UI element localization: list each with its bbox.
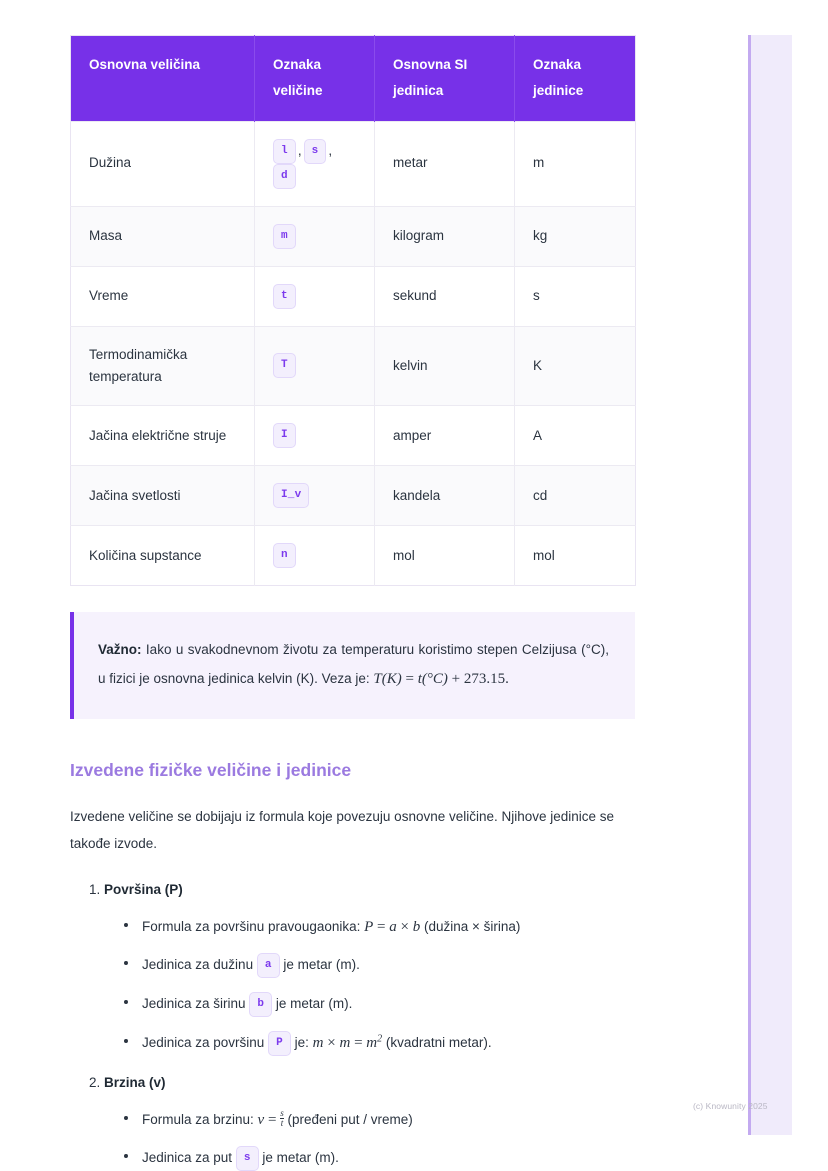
formula-temperature-kelvin: T(K)	[373, 670, 402, 687]
sub-list-item	[122, 953, 635, 978]
formula-period: .	[505, 670, 509, 687]
cell-si-unit: sekund	[375, 266, 515, 326]
column-header-unit-symbol: Oznaka jedinice	[515, 36, 636, 122]
watermark: (c) Knowunity 2025	[693, 1101, 768, 1111]
bullet-text: Formula za brzinu:	[142, 1111, 258, 1127]
formula-times: ×	[396, 918, 413, 935]
cell-symbol	[255, 121, 375, 206]
formula-a: a	[389, 918, 397, 935]
cell-quantity: Termodinamička temperatura	[71, 326, 255, 406]
sub-list-item	[122, 1146, 635, 1171]
sub-list-item	[122, 1108, 635, 1132]
table-row	[71, 206, 636, 266]
formula-equals: =	[401, 670, 418, 687]
cell-si-unit: kelvin	[375, 326, 515, 406]
code-chip: l	[273, 139, 296, 164]
cell-si-unit: mol	[375, 526, 515, 586]
table-header-row	[71, 36, 636, 122]
formula-plus: +	[447, 670, 464, 687]
formula-m1: m	[312, 1034, 324, 1051]
sub-list-item	[122, 992, 635, 1017]
callout-label: Važno:	[98, 642, 142, 658]
column-header-quantity: Osnovna veličina	[71, 36, 255, 122]
cell-quantity: Jačina električne struje	[71, 406, 255, 466]
sub-list-item	[122, 1031, 635, 1056]
column-header-si-unit: Osnovna SI jedinica	[375, 36, 515, 122]
list-item	[104, 879, 635, 1056]
cell-si-unit: metar	[375, 121, 515, 206]
cell-quantity: Dužina	[71, 121, 255, 206]
code-chip: T	[273, 353, 296, 378]
formula-temperature-celsius: t(°C)	[417, 670, 448, 687]
sub-list-item	[122, 915, 635, 939]
formula-equals: =	[373, 918, 390, 935]
cell-unit-symbol: cd	[515, 466, 636, 526]
table-row	[71, 406, 636, 466]
table-row	[71, 326, 636, 406]
code-chip: s	[236, 1146, 259, 1171]
bullet-text: Formula za površinu pravougaonika:	[142, 918, 365, 934]
cell-quantity: Masa	[71, 206, 255, 266]
sub-list	[104, 1108, 635, 1171]
formula-velocity-v: v	[257, 1111, 265, 1128]
bullet-text-tail: je metar (m).	[272, 995, 353, 1011]
section-paragraph: Izvedene veličine se dobijaju iz formula koje povezuju osnovne veličine. Njihove jedinice se takođe izvode.	[70, 809, 615, 852]
code-chip: I_v	[273, 483, 309, 508]
list-item-title: Brzina (v)	[104, 1074, 166, 1090]
bullet-text: Jedinica za širinu	[142, 995, 250, 1011]
cell-symbol	[255, 526, 375, 586]
fraction-denominator: t	[280, 1118, 284, 1129]
code-chip: a	[257, 953, 280, 978]
cell-unit-symbol: mol	[515, 526, 636, 586]
code-chip: t	[273, 284, 296, 309]
important-callout	[70, 612, 635, 718]
table-row	[71, 466, 636, 526]
chip-separator: ,	[297, 142, 302, 158]
formula-m2: m	[339, 1034, 351, 1051]
table-row	[71, 121, 636, 206]
si-base-units-table	[70, 35, 636, 586]
bullet-text: Jedinica za put	[142, 1149, 236, 1165]
formula-area-p: P	[364, 918, 374, 935]
fraction-numerator: s	[280, 1107, 284, 1118]
list-item	[104, 1072, 635, 1171]
cell-quantity: Vreme	[71, 266, 255, 326]
formula-equals: =	[350, 1034, 367, 1051]
cell-si-unit: kilogram	[375, 206, 515, 266]
cell-symbol	[255, 206, 375, 266]
formula-times: ×	[323, 1034, 340, 1051]
bullet-text-tail: je metar (m).	[258, 1149, 339, 1165]
column-header-symbol: Oznaka veličine	[255, 36, 375, 122]
sub-list	[104, 915, 635, 1056]
bullet-text-tail: je metar (m).	[279, 956, 360, 972]
scrollbar-track[interactable]	[748, 35, 792, 1135]
cell-unit-symbol: m	[515, 121, 636, 206]
cell-symbol	[255, 266, 375, 326]
cell-quantity: Količina supstance	[71, 526, 255, 586]
bullet-text: Jedinica za površinu	[142, 1034, 269, 1050]
code-chip: I	[273, 423, 296, 448]
bullet-text-tail: (kvadratni metar).	[382, 1034, 492, 1050]
cell-unit-symbol: kg	[515, 206, 636, 266]
formula-equals: =	[264, 1111, 281, 1128]
cell-si-unit: kandela	[375, 466, 515, 526]
scrollbar-thumb[interactable]	[748, 35, 751, 1135]
chip-separator: ,	[328, 142, 333, 158]
table-row	[71, 526, 636, 586]
list-item-title: Površina (P)	[104, 882, 183, 898]
cell-symbol	[255, 466, 375, 526]
formula-b: b	[412, 918, 421, 935]
formula-constant: 273.15	[463, 670, 506, 687]
table-body	[71, 121, 636, 586]
cell-symbol	[255, 326, 375, 406]
table-row	[71, 266, 636, 326]
code-chip: P	[268, 1031, 291, 1056]
formula-m3: m	[366, 1034, 378, 1051]
cell-si-unit: amper	[375, 406, 515, 466]
derived-quantities-list	[70, 879, 635, 1170]
section-heading: Izvedene fizičke veličine i jedinice	[70, 759, 352, 780]
cell-unit-symbol: A	[515, 406, 636, 466]
cell-unit-symbol: K	[515, 326, 636, 406]
code-chip: s	[304, 139, 327, 164]
document-content	[70, 35, 635, 1171]
code-chip: n	[273, 543, 296, 568]
callout-text: Iako u svakodnevnom životu za temperaturu koristimo stepen Celzijusa (°C), u fizici je osnovna jedinica kelvin (K). Veza je:	[98, 642, 609, 686]
formula-exponent: 2	[377, 1033, 383, 1045]
table-header	[71, 36, 636, 122]
code-chip: d	[273, 164, 296, 189]
bullet-text: Jedinica za dužinu	[142, 956, 257, 972]
bullet-text-tail: (dužina × širina)	[420, 918, 521, 934]
cell-unit-symbol: s	[515, 266, 636, 326]
bullet-text-mid: je:	[290, 1034, 313, 1050]
code-chip: m	[273, 224, 296, 249]
cell-quantity: Jačina svetlosti	[71, 466, 255, 526]
cell-symbol	[255, 406, 375, 466]
bullet-text-tail: (pređeni put / vreme)	[283, 1111, 413, 1127]
code-chip: b	[249, 992, 272, 1017]
